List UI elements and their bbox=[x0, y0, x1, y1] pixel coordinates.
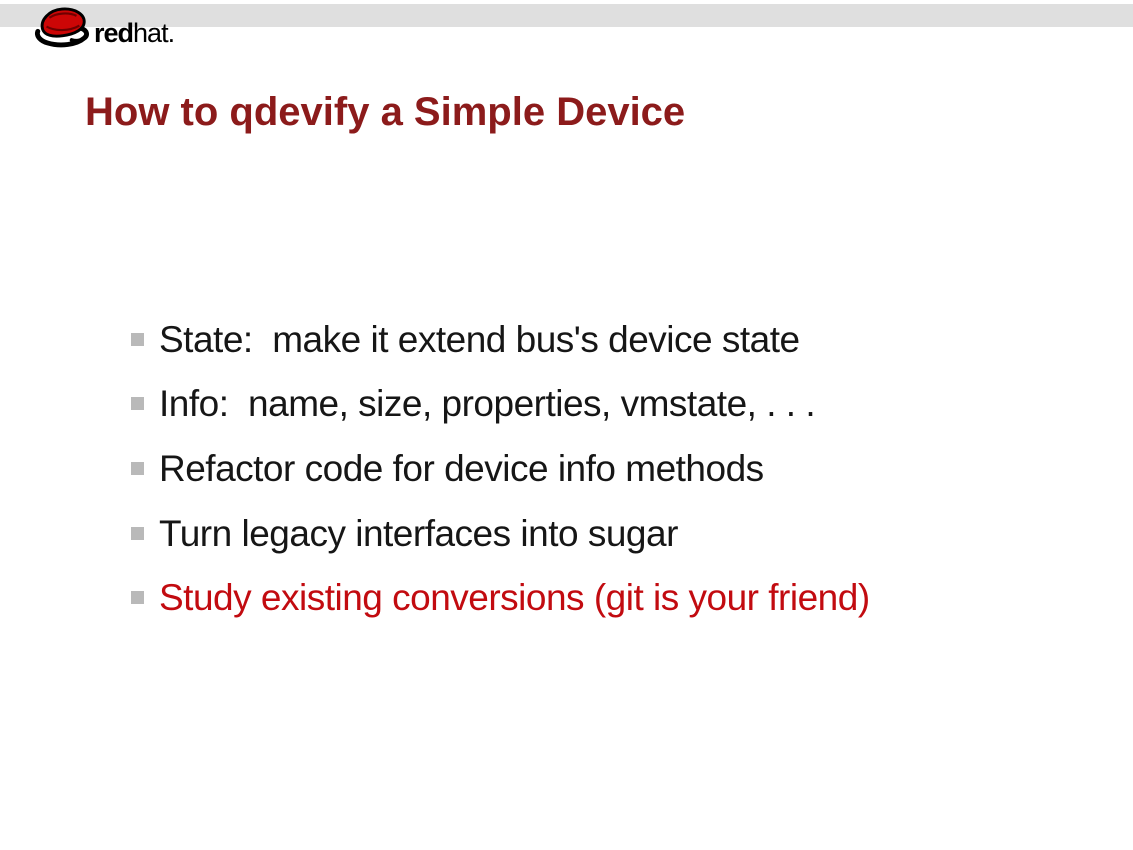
redhat-hat-icon bbox=[33, 5, 91, 48]
bullet-square-icon bbox=[131, 333, 144, 346]
bullet-square-icon bbox=[131, 397, 144, 410]
logo-text-red: red bbox=[94, 18, 134, 48]
logo-wordmark bbox=[94, 20, 174, 48]
slide-title: How to qdevify a Simple Device bbox=[85, 90, 686, 134]
bullet-text: Turn legacy interfaces into sugar bbox=[159, 512, 678, 554]
bullet-square-icon bbox=[131, 462, 144, 475]
bullet-item bbox=[131, 307, 1091, 372]
logo-text-hat: hat. bbox=[133, 18, 175, 48]
bullet-text: Study existing conversions (git is your friend) bbox=[159, 577, 870, 619]
bullet-square-icon bbox=[131, 527, 144, 540]
bullet-text: State: make it extend bus's device state bbox=[159, 318, 800, 360]
bullet-item bbox=[131, 372, 1091, 437]
bullet-square-icon bbox=[131, 591, 144, 604]
redhat-logo bbox=[33, 5, 174, 48]
bullet-item bbox=[131, 565, 1091, 630]
bullet-item bbox=[131, 501, 1091, 566]
bullet-text: Info: name, size, properties, vmstate, . . . bbox=[159, 383, 816, 425]
bullet-text: Refactor code for device info methods bbox=[159, 447, 764, 489]
bullet-list bbox=[131, 307, 1091, 630]
bullet-item bbox=[131, 436, 1091, 501]
